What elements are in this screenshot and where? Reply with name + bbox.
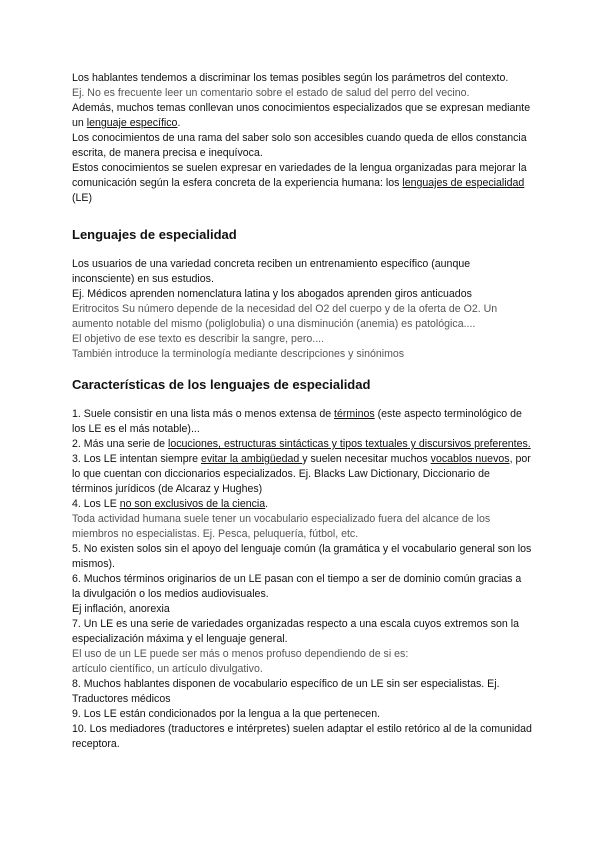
list-item-7: 7. Un LE es una serie de variedades organizadas respecto a una escala cuyos extremos son la especialización máxima y el lenguaje general. bbox=[72, 618, 519, 645]
section1-objetivo: El objetivo de ese texto es describir la sangre, pero.... bbox=[72, 333, 325, 345]
intro-p5-end: (LE) bbox=[72, 192, 93, 204]
item3-text: 3. Los LE intentan siempre bbox=[72, 453, 201, 465]
list-item-10: 10. Los mediadores (traductores e intérpretes) suelen adaptar el estilo retórico al de la comunidad receptora. bbox=[72, 723, 532, 750]
item3-end: , por lo que cuentan con diccionarios especializados. Ej. Blacks Law Dictionary, Diccionario de términos jurídicos (de Alcaraz y Hughes) bbox=[72, 453, 531, 495]
intro-paragraph-1: Los hablantes tendemos a discriminar los temas posibles según los parámetros del contexto. bbox=[72, 72, 509, 84]
item4-text: 4. Los LE bbox=[72, 498, 120, 510]
list-item-7-note-2: artículo científico, un artículo divulgativo. bbox=[72, 663, 263, 675]
list-item-4 bbox=[72, 497, 532, 512]
document-page bbox=[72, 71, 532, 752]
item3-mid: y suelen necesitar muchos bbox=[302, 453, 431, 465]
section-heading-caracteristicas: Características de los lenguajes de especialidad bbox=[72, 377, 371, 392]
evitar-ambiguedad-term: evitar la ambigüedad bbox=[200, 453, 303, 465]
intro-p5-text: Estos conocimientos se suelen expresar en variedades de la lengua organizadas para mejorar la comunicación según la esfera concreta de la experiencia humana: los bbox=[72, 162, 527, 189]
section1-paragraph-1: Los usuarios de una variedad concreta reciben un entrenamiento específico (aunque inconsciente) en sus estudios. bbox=[72, 258, 471, 285]
item4-end: . bbox=[265, 498, 269, 510]
section1-terminologia: También introduce la terminología mediante descripciones y sinónimos bbox=[72, 348, 405, 360]
section-heading-lenguajes: Lenguajes de especialidad bbox=[72, 227, 237, 242]
list-item-4-note: Toda actividad humana suele tener un vocabulario especializado fuera del alcance de los miembros no especialistas. Ej. Pesca, peluquería, fútbol, etc. bbox=[72, 513, 491, 540]
item1-end: (este aspecto terminológico de los LE es el más notable)... bbox=[72, 408, 522, 435]
item1-text: 1. Suele consistir en una lista más o menos extensa de bbox=[72, 408, 335, 420]
locuciones-term: locuciones, estructuras sintácticas y tipos textuales y discursivos preferentes. bbox=[168, 438, 531, 450]
intro-example: Ej. No es frecuente leer un comentario sobre el estado de salud del perro del vecino. bbox=[72, 87, 470, 99]
section1-eritrocitos: Eritrocitos Su número depende de la necesidad del O2 del cuerpo y de la oferta de O2. Un aumento notable del mismo (poliglobulia) o una disminución (anemia) es patológica.... bbox=[72, 303, 498, 330]
lenguajes-especialidad-term: lenguajes de especialidad bbox=[402, 177, 525, 189]
list-item-5: 5. No existen solos sin el apoyo del lenguaje común (la gramática y el vocabulario general son los mismos). bbox=[72, 543, 532, 570]
terminos-term: términos bbox=[334, 408, 375, 420]
list-item-1 bbox=[72, 407, 532, 437]
intro-paragraph-2 bbox=[72, 101, 532, 131]
item2-text: 2. Más una serie de bbox=[72, 438, 168, 450]
lenguaje-especifico-term: lenguaje específico bbox=[86, 117, 178, 129]
intro-p3-text: Además, muchos temas conllevan unos conocimientos especializados que se expresan mediante un bbox=[72, 102, 531, 129]
section1-example: Ej. Médicos aprenden nomenclatura latina y los abogados aprenden giros anticuados bbox=[72, 288, 472, 300]
list-item-6: 6. Muchos términos originarios de un LE pasan con el tiempo a ser de dominio común gracias a la divulgación o los medios audiovisuales. bbox=[72, 573, 522, 600]
vocablos-nuevos-term: vocablos nuevos bbox=[430, 453, 510, 465]
intro-paragraph-4 bbox=[72, 161, 532, 206]
list-item-8: 8. Muchos hablantes disponen de vocabulario específico de un LE sin ser especialistas. Ej. Traductores médicos bbox=[72, 678, 500, 705]
list-item-3 bbox=[72, 452, 532, 497]
list-item-7-note: El uso de un LE puede ser más o menos profuso dependiendo de si es: bbox=[72, 648, 409, 660]
no-exclusivos-term: no son exclusivos de la ciencia bbox=[119, 498, 266, 510]
intro-paragraph-3: Los conocimientos de una rama del saber solo son accesibles cuando queda de ellos constancia escrita, de manera precisa e inequívoca. bbox=[72, 132, 527, 159]
list-item-6-example: Ej inflación, anorexia bbox=[72, 603, 170, 615]
intro-p3-end: . bbox=[177, 117, 181, 129]
list-item-9: 9. Los LE están condicionados por la lengua a la que pertenecen. bbox=[72, 708, 381, 720]
list-item-2 bbox=[72, 437, 532, 452]
